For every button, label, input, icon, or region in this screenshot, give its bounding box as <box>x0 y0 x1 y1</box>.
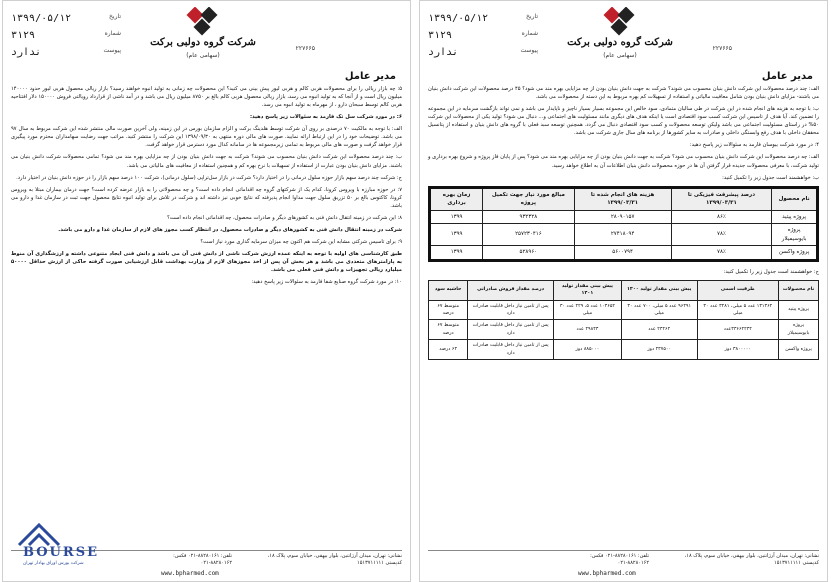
column-header: ظرفیت اسمی <box>697 280 779 300</box>
footer-website[interactable]: www.bpharmed.com <box>578 570 636 577</box>
company-subtitle: (سهامی عام) <box>603 52 637 59</box>
company-name: شرکت گروه دولبی برکت <box>150 37 256 48</box>
company-name: شرکت گروه دولبی برکت <box>567 37 673 48</box>
table-header-row <box>430 187 818 210</box>
table-cell: ۱۳۹۹ <box>430 224 483 246</box>
table-cell: ۲۷۴۱۸۰۹۴ <box>574 224 671 246</box>
table-cell: ۷۸٪ <box>671 224 772 246</box>
table-cell: ۸۶٪ <box>671 210 772 224</box>
table-cell: پس از تامین نیاز داخل قابلیت صادرات دارد <box>468 340 554 360</box>
paragraph: ب: خواهشمند است جدول زیر را تکمیل کنید: <box>722 174 819 181</box>
number-value: ۳۱۲۹ <box>11 30 36 41</box>
footer-divider <box>428 550 819 551</box>
table-cell: پروژه بایوسیمیلار <box>772 224 818 246</box>
footer-phone: تلفن: ۸۸۲۸۰۱۶۱-۰۲۱ فکس: ۸۸۲۸۰۱۶۲-۰۲۱ <box>173 553 232 566</box>
company-logo <box>138 7 268 65</box>
attachment-label: پیوست <box>103 47 121 54</box>
footer-address: نشانی: تهران، میدان آرژانتین، بلوار بیهقی، خیابان سوم، پلاک ۱۸، کدپستی ۱۵۱۳۷۱۱۱۱۱ <box>684 553 819 566</box>
salutation: مدیر عامل <box>761 71 813 82</box>
table-row <box>430 224 818 246</box>
table-cell: ۳۳۶۶۲۲۴۴عدد <box>697 320 779 340</box>
letter-body <box>11 85 402 290</box>
table-cell: ۲۳۷۵۰۰ دوز <box>621 340 697 360</box>
column-header: زمان بهره برداری <box>430 187 483 210</box>
paragraph: ۹: برای تاسیس شرکتی مشابه این شرکت هم اکنون چه میزان سرمایه گذاری مورد نیاز است؟ <box>200 238 402 245</box>
paragraph: الف: با توجه به مالکیت ۷۰ درصدی بر روی آن شرکت توسط هلدینگ برکت و الزام سازمان بورس در این زمینه، ولی آخرین صورت مالی منتشر شده این شرکت مربوط به سال ۹۷ می باشد. توضیحات خود را در این ارتباط ارائه نمایید. صورت های مالی دوره منتهی به ۱۳۹۸/۰۹/۳۰ این شرکت را منتشر کنید. مراتب جهت رضایت سهامداران محترم مورد پیگیری قرار خواهد گرفت و صورت های مالی مربوط به تمامی زیرمجموعه ها در سامانه کدال مورد دسترس قرار خواهد گرفت. <box>11 126 402 149</box>
letter-body <box>428 85 819 360</box>
table-cell: پروژه واکسن <box>779 340 819 360</box>
production-forecast-table <box>428 280 819 360</box>
table-cell: پروژه واکسن <box>772 246 818 261</box>
paragraph: الف: چه درصد محصولات این شرکت دانش بنیان محسوب می شود؟ شرکت به جهت دانش بنیان بودن از چه مزایایی بهره مند می شود؟ پس از پایان فاز پروژه و شروع بهره برداری و تولید شرکت، با معرفی محصولات جدیده قرار گرفتن آن ها در حوزه محصولات دانش بنیان اطلاعات آن به اطلاع خواهد رسید. <box>428 154 819 169</box>
paragraph: ب: با توجه به هزینه های انجام شده در این شرکت در طی سالیان متمادی، سود خالص این مجموعه بسیار بسیار ناچیز و ناپایدار می باشد و نمی تواند بازگشت سرمایه در این مجموعه را تضمین کند. آیا هدف از تاسیس این شرکت کسب سود اقتصادی است یا اینکه هدف های دیگری مانند مسئولیت های اجتماعی و... دنبال می شود؟ تولید یکی از محصولات این شرکت ۵۰% در راستای مسئولیت اجتماعی می باشد ولیکن توسعه محصولات و کسب سود اقتصادی دنبال می گردد. همچنین توسعه سبد فعلی با گروه های دانش بنیان و استفاده از پتانسیل محققان داخلی با هدف رفع وابستگی داخلی و صادرات به سایر کشورها از برنامه های سال جاری شرکت می باشد. <box>428 106 819 137</box>
bourse-word: BOURSE <box>23 545 99 560</box>
letter-page-1 <box>419 0 828 582</box>
letter-meta <box>428 13 538 64</box>
table-cell: ۵۲۸۹۶۰ <box>483 246 574 261</box>
document-id: ۲۲۷۶۶۵ <box>712 45 732 52</box>
table-row <box>429 320 819 340</box>
table-cell: ۸۸۵۰۰۰ دوز <box>553 340 621 360</box>
table-cell: ۲۹۸۴۳ عدد <box>553 320 621 340</box>
company-subtitle: (سهامی عام) <box>186 52 220 59</box>
attachment-label: پیوست <box>520 47 538 54</box>
logo-mark-icon <box>183 7 223 37</box>
footer-website[interactable]: www.bpharmed.com <box>161 570 219 577</box>
attachment-value: ندارد <box>11 47 42 58</box>
column-header: درصد مقدار فروش صادراتی <box>468 280 554 300</box>
table-row <box>430 246 818 261</box>
table-header-row <box>429 280 819 300</box>
number-label: شماره <box>104 30 121 37</box>
table-cell: متوسط ۶۷ درصد <box>429 320 468 340</box>
column-header: مبالغ مورد نیاز جهت تکمیل پروژه <box>483 187 574 210</box>
table-cell: پروژه پیتید <box>779 300 819 320</box>
table-cell: ۱۰۳۶۵۲ عدد ۵، ۲۲۹ عدد ۳۰ میلی <box>553 300 621 320</box>
paragraph: ج: شرکت چند درصد سهم بازار حوزه سلول درمانی را در اختیار دارد؟ شرکت در بازار سل‌تراپی (سلول درمانی)، شرکت ۱۰۰ درصد سهم بازار را در حوزه دانش بنیان در اختیار دارد. <box>16 174 402 181</box>
table-row <box>430 210 818 224</box>
paragraph: ۶: در مورد شرکت سل تک فارمد به سئوالات زیر پاسخ دهید: <box>249 114 402 121</box>
table-cell: ۶۴ درصد <box>429 340 468 360</box>
date-label: تاریخ <box>109 13 121 20</box>
paragraph: ۱۰: در مورد شرکت گروه صنایع شفا فارمد به سئوالات زیر پاسخ دهید: <box>251 279 402 286</box>
letter-page-2 <box>2 0 411 582</box>
table-row <box>429 300 819 320</box>
date-value: ۱۳۹۹/۰۵/۱۲ <box>428 13 489 24</box>
paragraph: شرکت در زمینه انتقال دانش فنی به کشورهای دیگر و صادرات محصول، در انتظار کسب مجوز های لازم از سازمان غذا و دارو می باشد. <box>58 226 402 233</box>
number-label: شماره <box>521 30 538 37</box>
paragraph: الف: چند درصد محصولات این شرکت دانش بنیان محسوب می شوند؟ شرکت به جهت دانش بنیان بودن از چه مزایایی بهره مند می شود؟ ۴۵ درصد محصولات این شرکت دانش بنیان می باشند- مزایای دانش بنیان بودن شامل معافیت مالیاتی و استفاده از تسهیلات کم بهره مربوط به این دسته از محصولات می باشد. <box>428 86 819 101</box>
number-value: ۳۱۲۹ <box>428 30 453 41</box>
table-row <box>429 340 819 360</box>
paragraph: ۴: در مورد شرکت بیوسان فارمد به سئوالات زیر پاسخ دهید: <box>689 142 819 149</box>
footer-address: نشانی: تهران، میدان آرژانتین، بلوار بیهقی، خیابان سوم، پلاک ۱۸، کدپستی ۱۵۱۳۷۱۱۱۱۱ <box>267 553 402 566</box>
date-label: تاریخ <box>526 13 538 20</box>
table-cell: ۱۳۹۹ <box>430 246 483 261</box>
table-cell: ۲۴۴۶۲ عدد <box>621 320 697 340</box>
table-cell: ۵۶۰۰۷۹۴ <box>574 246 671 261</box>
column-header: پیش بینی مقدار تولید ۱۴۰۰ <box>621 280 697 300</box>
salutation: مدیر عامل <box>344 71 396 82</box>
table-cell: ۷۸٪ <box>671 246 772 261</box>
logo-mark-icon <box>600 7 640 37</box>
table-cell: پس از تامین نیاز داخل قابلیت صادرات دارد <box>468 300 554 320</box>
table-cell: ۹۳۲۳۲۸ <box>483 210 574 224</box>
column-header: هزینه های انجام شده تا ۱۳۹۹/۰۳/۳۱ <box>574 187 671 210</box>
paragraph: طبق کارشناسی های اولیه با توجه به اینکه عمده ارزش شرکت ناشی از دانش فنی آن می باشد و دانش فنی ایجاد متنوعی داشته و ارزشگذاری آن منوط به پارامترهای متعددی می باشد و هر بخش آن پس از اخذ مجوزهای لازم از وزارت بهداشت قابل ارزشیابی صورت گرفته حاکی از ارزش حداقل ۵۰۰۰۰ میلیارد ریالی تجهیزات و دانش فنی فعلی می باشد. <box>11 251 402 274</box>
date-value: ۱۳۹۹/۰۵/۱۲ <box>11 13 72 24</box>
table-cell: ۲۸۰۹۰۱۵۷ <box>574 210 671 224</box>
company-logo <box>555 7 685 65</box>
table-cell: متوسط ۶۷ درصد <box>429 300 468 320</box>
column-header: حاشیه سود <box>429 280 468 300</box>
paragraph: ۸: این شرکت در زمینه انتقال دانش فنی به کشورهای دیگر و صادرات محصول، چه اقداماتی انجام داده است؟ <box>167 214 402 221</box>
attachment-value: ندارد <box>428 47 459 58</box>
paragraph: ب: چند درصد محصولات این شرکت دانش بنیان محسوب می شوند؟ شرکت به جهت دانش بنیان بودن از چه مزایایی بهره مند می شود؟ تمامی محصولات شرکت دانش بنیان می باشند. مزایای دانش بنیان بودن عبارت از استفاده از تسهیلات با نرخ بهره کم و همچنین استفاده از معافیت های مالیاتی می باشد. <box>11 154 402 169</box>
column-header: پیش بینی مقدار تولید ۱۴۰۱ <box>553 280 621 300</box>
table-cell: پروژه پیتید <box>772 210 818 224</box>
table-cell: ۱۳۹۹ <box>430 210 483 224</box>
table-cell: ۹۶۴۹۱ عدد ۵ میلی، ۷۰۰ عدد ۳۰ میلی <box>621 300 697 320</box>
letter-footer <box>428 553 819 577</box>
table-cell: پروژه بایوسیمیلار <box>779 320 819 340</box>
column-header: نام محصولات <box>779 280 819 300</box>
table-cell: ۱۳۱۳۶۲ عدد ۵ میلی، ۳۲۸۱ عدد ۳۰ میلی <box>697 300 779 320</box>
table-cell: ۲۵۷۲۳۰۴۱۶ <box>483 224 574 246</box>
letter-meta <box>11 13 121 64</box>
table-cell: پس از تامین نیاز داخل قابلیت صادرات دارد <box>468 320 554 340</box>
paragraph: ۷: در حوزه مبارزه با ویروس کرونا، کدام یک از شرکتهای گروه چه اقداماتی انجام داده است؟ و چه محصولاتی را به بازار عرضه کرده است؟ جهت درمان بیماران مبتلا به ویروس کرونا، کاکتوس بالغ بر ۵۰ تزریق سلول جهت مداوا انجام پذیرفته که نتایج خوبی نیز داشته اند و شرکت در تلاش برای تولید انبوه نتایج محصول جهت ثبت در سازمان غذا و دارو می باشد. <box>11 186 402 209</box>
column-header: نام محصول <box>772 187 818 210</box>
table-cell: ۳۸۰۰۰۰۰ دوز <box>697 340 779 360</box>
footer-phone: تلفن: ۸۸۲۸۰۱۶۱-۰۲۱ فکس: ۸۸۲۸۰۱۶۲-۰۲۱ <box>590 553 649 566</box>
project-progress-table <box>428 186 819 262</box>
bourse-mark-icon <box>15 523 65 547</box>
column-header: درصد پیشرفت فیزیکی تا ۱۳۹۹/۰۳/۳۱ <box>671 187 772 210</box>
table-caption: ج: خواهشمند است جدول زیر را تکمیل کنید: <box>723 268 819 275</box>
document-id: ۲۲۷۶۶۵ <box>295 45 315 52</box>
letter-footer <box>11 553 402 577</box>
paragraph: ۵: چه بازار ریالی را برای محصولات هربی کالم و هربی لیور پیش بینی می کنید؟ این محصولات چه زمانی به تولید انبوه خواهند رسید؟ بازار ریالی محصول هربی لیور حدود ۱۴۰۰۰۰ میلیون ریال است و از آنجا که به تولید انبوه می رسد، بازار ریالی محصول هربی کالم بالغ بر ۸۷۵۰ میلیون ریال می باشد و در آمد ناشی از قرارداد رویالتی فروش ۱۵۰۰۰۰ دلار افتتاحیه هربی کالم توسط سبحان دارو ، از مهرماه به تولید انبوه می رسد. <box>11 86 402 109</box>
bourse-tagline: شرکت بورس اوراق بهادار تهران <box>23 561 84 566</box>
